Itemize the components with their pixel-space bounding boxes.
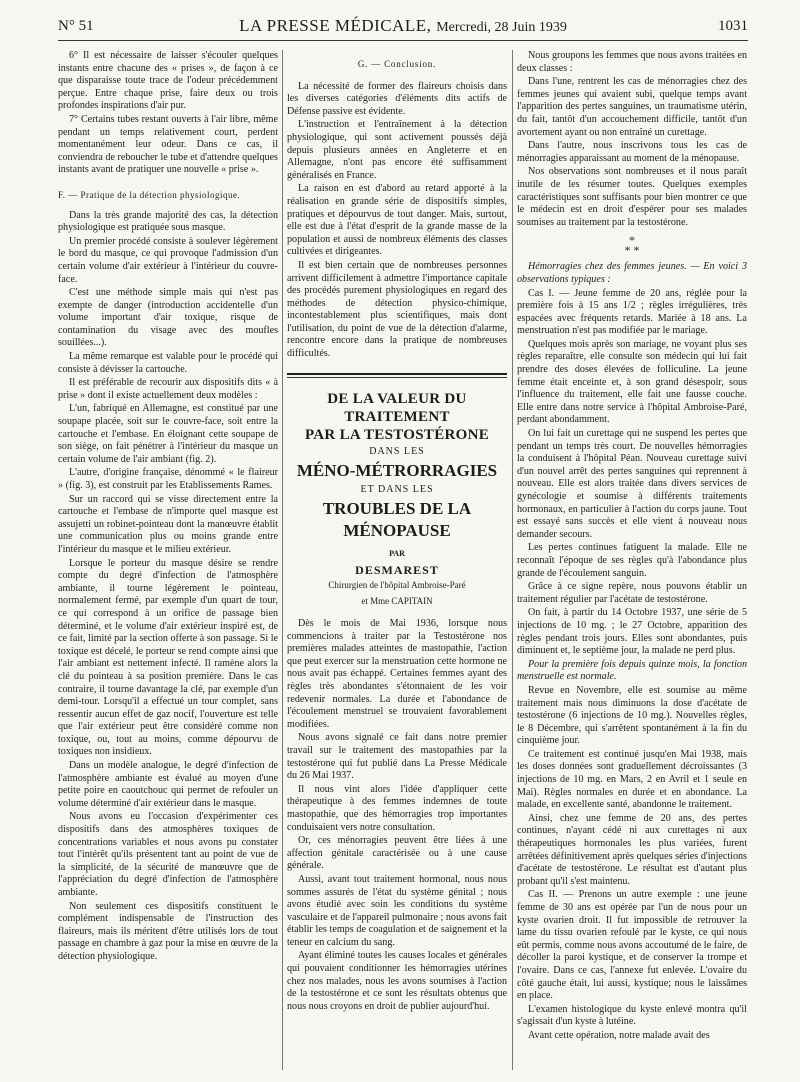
article-title-line: TROUBLES DE LA MÉNOPAUSE (322, 498, 472, 540)
author-name: DESMAREST (355, 563, 439, 578)
article-title-line: MÉNO-MÉTRORRAGIES (296, 460, 498, 480)
column-divider (282, 50, 283, 1070)
journal-name: LA PRESSE MÉDICALE, (239, 16, 432, 35)
paragraph: Il est préférable de recourir aux dispositifs dits « à prise » dont il existe actuellement deux modèles : (58, 377, 278, 401)
paragraph: Hémorragies chez des femmes jeunes. — En voici 3 observations typiques : (517, 261, 747, 285)
paragraph: Grâce à ce signe repère, nous pouvons établir un traitement régulier par l'acétate de testostérone. (517, 581, 747, 605)
author-affiliation: Chirurgien de l'hôpital Ambroise-Paré (328, 579, 466, 590)
paragraph: Pour la première fois depuis quinze mois, la fonction menstruelle est normale. (517, 658, 747, 683)
article-title-line: ET DANS LES (360, 483, 434, 495)
issue-number: N° 51 (58, 18, 94, 34)
paragraph: Nos observations sont nombreuses et il nous paraît inutile de les résumer toutes. Quelques exemples caractéristiques sont suffisants pour bien montrer ce que le médecin est en droit d'espérer pour ses malades soumises au traitement par la testostérone. (517, 166, 747, 228)
paragraph: L'autre, d'origine française, dénommé « le flaireur » (fig. 3), est construit par les Etablissements Rames. (58, 467, 278, 491)
paragraph: Dans l'une, rentrent les cas de ménorragies chez des femmes jeunes qui avaient subi, quelque temps avant l'apparition des pertes sanguines, un traumatisme utérin, du fait, tantôt d'un accouchement difficile, tantôt d'un avortement ayant ou non entraîné un curettage. (517, 76, 747, 138)
article-title-line: PAR LA TESTOSTÉRONE (304, 426, 490, 443)
paragraph: Ce traitement est continué jusqu'en Mai 1938, mais les doses données sont graduellement décroissantes (3 injections de 10 mg. en Mars, 2 en Avril et 1 seule en Mai). Règles normales en durée et en abondance. La malade, en excellente santé, abandonne le traitement. (517, 748, 747, 811)
journal-title (58, 16, 748, 36)
paragraph: La même remarque est valable pour le procédé qui consiste à dévisser la cartouche. (58, 351, 278, 375)
paragraph: Nous avons signalé ce fait dans notre premier travail sur le traitement des mastopathies par la testostérone qui fut publié dans La Presse Médicale du 26 Mai 1937. (287, 732, 507, 782)
paragraph: L'examen histologique du kyste enlevé montra qu'il s'agissait d'un kyste à lutéine. (517, 1003, 747, 1028)
paragraph: Ainsi, chez une femme de 20 ans, des pertes continues, n'ayant cédé ni aux curettages ni aux thérapeutiques hormonales les plus variées, furent arrêtées définitivement après quelques séries d'injections d'acétate de testostérone. Le résultat est d'autant plus probant qu'il s'est maintenu. (517, 812, 747, 887)
article-rule (287, 377, 507, 378)
column-1 (58, 50, 278, 1072)
paragraph: Nous avons eu l'occasion d'expérimenter ces dispositifs dans des atmosphères toxiques de concentrations variables et nous avons pu constater tout l'intérêt qu'ils présentent tant au point de vue de la simplicité, de la sécurité de manœuvre que de l'appréciation du degré d'infection de l'atmosphère ambiante. (58, 811, 278, 898)
page-header (58, 14, 748, 41)
paragraph: Dans un modèle analogue, le degré d'infection de l'atmosphère ambiante est évalué au moyen d'une petite poire en caoutchouc qui permet de refouler un volume déterminé d'air extérieur dans le masque. (58, 760, 278, 809)
paragraph: Avant cette opération, notre malade avait des (528, 1029, 710, 1041)
paragraph: Aussi, avant tout traitement hormonal, nous nous sommes assurés de l'état du système génital ; nous avons étudié avec soin les conditions du système vasculaire et de l'appareil pulmonaire ; nous avons fait établir les temps de coagulation et de saignement et la teneur en calcium du sang. (287, 873, 507, 948)
paragraph: 7° Certains tubes restant ouverts à l'air libre, même pendant un temps relativement court, perdent momentanément leur odeur. Dans ce cas, il conviendra de reboucher le tube et d'attendre quelques instants avant de pratiquer une nouvelle « prise ». (58, 113, 278, 176)
paragraph: Non seulement ces dispositifs constituent le complément indispensable de l'instruction des flaireurs, mais ils méritent d'être utilisés lors de tout passage en chambre à gaz pour la mise en œuvre de la détection physiologique. (58, 900, 278, 962)
paragraph: Un premier procédé consiste à soulever légèrement le bord du masque, ce qui provoque l'admission d'un certain volume d'air extérieur à l'intérieur du couvre-face. (58, 235, 278, 285)
paragraph: Dans la très grande majorité des cas, la détection physiologique est pratiquée sous masque. (58, 209, 278, 234)
article-title-line: DANS LES (369, 445, 425, 457)
paragraph: On fait, à partir du 14 Octobre 1937, une série de 5 injections de 10 mg. ; le 27 Octobre, apparition des règles pendant trois jours. Elles sont abondantes, puis diminuent et, le septième jour, la malade ne perd plus. (517, 607, 747, 657)
paragraph: 6° Il est nécessaire de laisser s'écouler quelques instants entre chacune des « prises », de façon à ce que disparaisse toute trace de l'odeur précédemment perçue. Entre chaque prise, faire deux ou trois profondes inspirations d'air pur. (58, 50, 278, 112)
section-heading: F. — Pratique de la détection physiologique. (58, 189, 241, 200)
paragraph: Lorsque le porteur du masque désire se rendre compte du degré d'infection de l'atmosphère ambiante, il tourne légèrement le pointeau, normalement fermé, par exemple d'un quart de tour, ce qui correspond à un orifice de passage bien déterminé, et le volume d'air extérieur inspiré est, de ce fait, limité par la section offerte à son passage. Si le toxique est décelé, le porteur se rend compte ainsi que l'air ambiant est nettement infecté. Il ramène alors la clé du pointeau à sa position première. Dans le cas contraire, il tourne davantage la clé, par exemple d'un demi-tour. Lorsqu'il a effectué un tour complet, sans ressentir aucun effet de gaz nocif, l'ouverture est telle que l'air extérieur peut être considéré comme non toxique, ou, tout au moins, comme dépourvu de toxiques non insidieux. (58, 557, 278, 758)
paragraph: C'est une méthode simple mais qui n'est pas exempte de danger (introduction accidentelle d'un volume important d'air toxique, risque de contamination du visage avec des moufles souillées...). (58, 287, 278, 349)
paragraph: Dans l'autre, nous inscrivons tous les cas de ménorragies apparaissant au moment de la ménopause. (517, 140, 747, 164)
paragraph: Il est bien certain que de nombreuses personnes arrivent difficilement à admettre l'importance capitale des procédés purement physiologiques en regard des méthodes de détection physico-chimique, incontestablement plus scientifiques, mais dont l'utilisation, du point de vue de la détection d'alarme, rencontre encore dans la pratique de nombreuses difficultés. (287, 259, 507, 360)
paragraph: Ayant éliminé toutes les causes locales et générales qui pouvaient conditionner les hémorragies utérines chez nos malades, nous les avons soumises à l'action de la testostérone et ce sont les résultats obtenus que nous nous croyons en droit de publier aujourd'hui. (287, 950, 507, 1012)
paragraph: Les pertes continues fatiguent la malade. Elle ne reconnaît l'époque de ses règles qu'à l'abondance plus grande de l'écoulement sanguin. (517, 542, 747, 579)
asterism: * * * (624, 233, 640, 258)
paragraph: Cas I. — Jeune femme de 20 ans, réglée pour la première fois à 15 ans 1/2 ; règles irrégulières, très espacées avec fréquents retards. Mariée à 18 ans. La menstruation n'est pas modifiée par le mariage. (517, 287, 747, 337)
paragraph: On lui fait un curettage qui ne suspend les pertes que pendant un temps très court. De nouvelles hémorragies la conduisent à l'hôpital Péan. Nouveau curettage suivi d'un nouvel arrêt des pertes sanguines qui reprennent à nouveau. Elle est alors traitée dans divers services de gynécologie et soumise à différents traitements hormonaux, en particulier à l'action du corps jaune. Tout est essayé sans succès et elle vient à nouveau nous demander secours. (517, 428, 747, 540)
paragraph: Or, ces ménorragies peuvent être liées à une affection génitale caractérisée ou à une cause générale. (287, 835, 507, 872)
column-divider (512, 50, 513, 1070)
page-number: 1031 (718, 18, 748, 34)
byline-par: PAR (389, 548, 405, 558)
column-3 (517, 50, 747, 1072)
paragraph: Nous groupons les femmes que nous avons traitées en deux classes : (517, 50, 747, 74)
paragraph: Il nous vint alors l'idée d'appliquer cette thérapeutique à des femmes indemnes de toute mastopathie, que des hémorragies trop importantes conduisaient vers notre consultation. (287, 783, 507, 833)
issue-date: Mercredi, 28 Juin 1939 (436, 20, 567, 35)
article-title-line: DE LA VALEUR DU TRAITEMENT (327, 390, 467, 425)
paragraph: Quelques mois après son mariage, ne voyant plus ses règles reparaître, elle consulte son médecin qui lui fait prendre des doses élevées de folliculine. La jeune femme était enceinte et, à son grand désespoir, sous l'influence du traitement, elle fait une fausse couche. Elle entre dans notre service à l'hôpital Ambroise-Paré, perdant abondamment. (517, 338, 747, 426)
paragraph: Dès le mois de Mai 1936, lorsque nous commencions à traiter par la Testostérone nos premières malades atteintes de mastopathie, l'action que peut exercer sur la menstruation cette hormone ne nous avait pas échappé. Certaines femmes ayant des règles très abondantes s'étonnaient de les voir redevenir normales. La durée et l'abondance de l'écoulement menstruel se trouvaient favorablement modifiées. (287, 618, 507, 730)
paragraph: L'instruction et l'entraînement à la détection physiologique, qui sont activement poussés déjà depuis plusieurs années en Angleterre et en Allemagne, n'ont pas encore été suffisamment généralisés en France. (287, 119, 507, 181)
paragraph: Revue en Novembre, elle est soumise au même traitement mais nous diminuons la dose d'acétate de testostérone (6 injections de 10 mg.). Nouvelles règles, le 8 Décembre, qui s'arrêtent spontanément à la fin du cinquième jour. (517, 684, 747, 747)
column-2 (287, 50, 507, 1072)
paragraph: L'un, fabriqué en Allemagne, est constitué par une soupape placée, soit sur le couvre-face, soit entre la cartouche et l'embase. En éloignant cette soupape de son siège, on fait pénétrer à l'intérieur du masque un certain volume de l'air ambiant (fig. 2). (58, 403, 278, 465)
paragraph: Cas II. — Prenons un autre exemple : une jeune femme de 30 ans est opérée par l'un de nous pour un kyste ovarien droit. Il fut impossible de retrouver la lame du tissu ovarien refoulé par le kyste, ce qui nous eût permis, comme nous avons accoutumé de le faire, de décoller la paroi kystique, et de conserver la trompe et l'ovaire. Dans ce cas, l'annexe fut enlevée. L'ovaire du côté gauche était, lui aussi, kystique; nous le laissâmes en place. (517, 889, 747, 1002)
paragraph: La raison en est d'abord au retard apporté à la réalisation en grande série de dispositifs simples, pratiques et dépourvus de tout danger. Mais, surtout, elle est due à l'état d'esprit de la grande masse de la population et aussi de nombreux éléments des classes cultivées et dirigeantes. (287, 183, 507, 258)
article-rule (287, 373, 507, 375)
paragraph: Sur un raccord qui se visse directement entre la cartouche et l'embase de n'importe quel masque est assujetti un robinet-pointeau dont la manœuvre établit une communication plus ou moins grande entre l'intérieur du masque et le milieu extérieur. (58, 493, 278, 555)
section-heading: G. — Conclusion. (357, 59, 437, 69)
paragraph: La nécessité de former des flaireurs choisis dans les diverses catégories d'éléments dits actifs de Défense passive est évidente. (287, 80, 507, 117)
coauthor: et Mme CAPITAIN (361, 596, 433, 607)
